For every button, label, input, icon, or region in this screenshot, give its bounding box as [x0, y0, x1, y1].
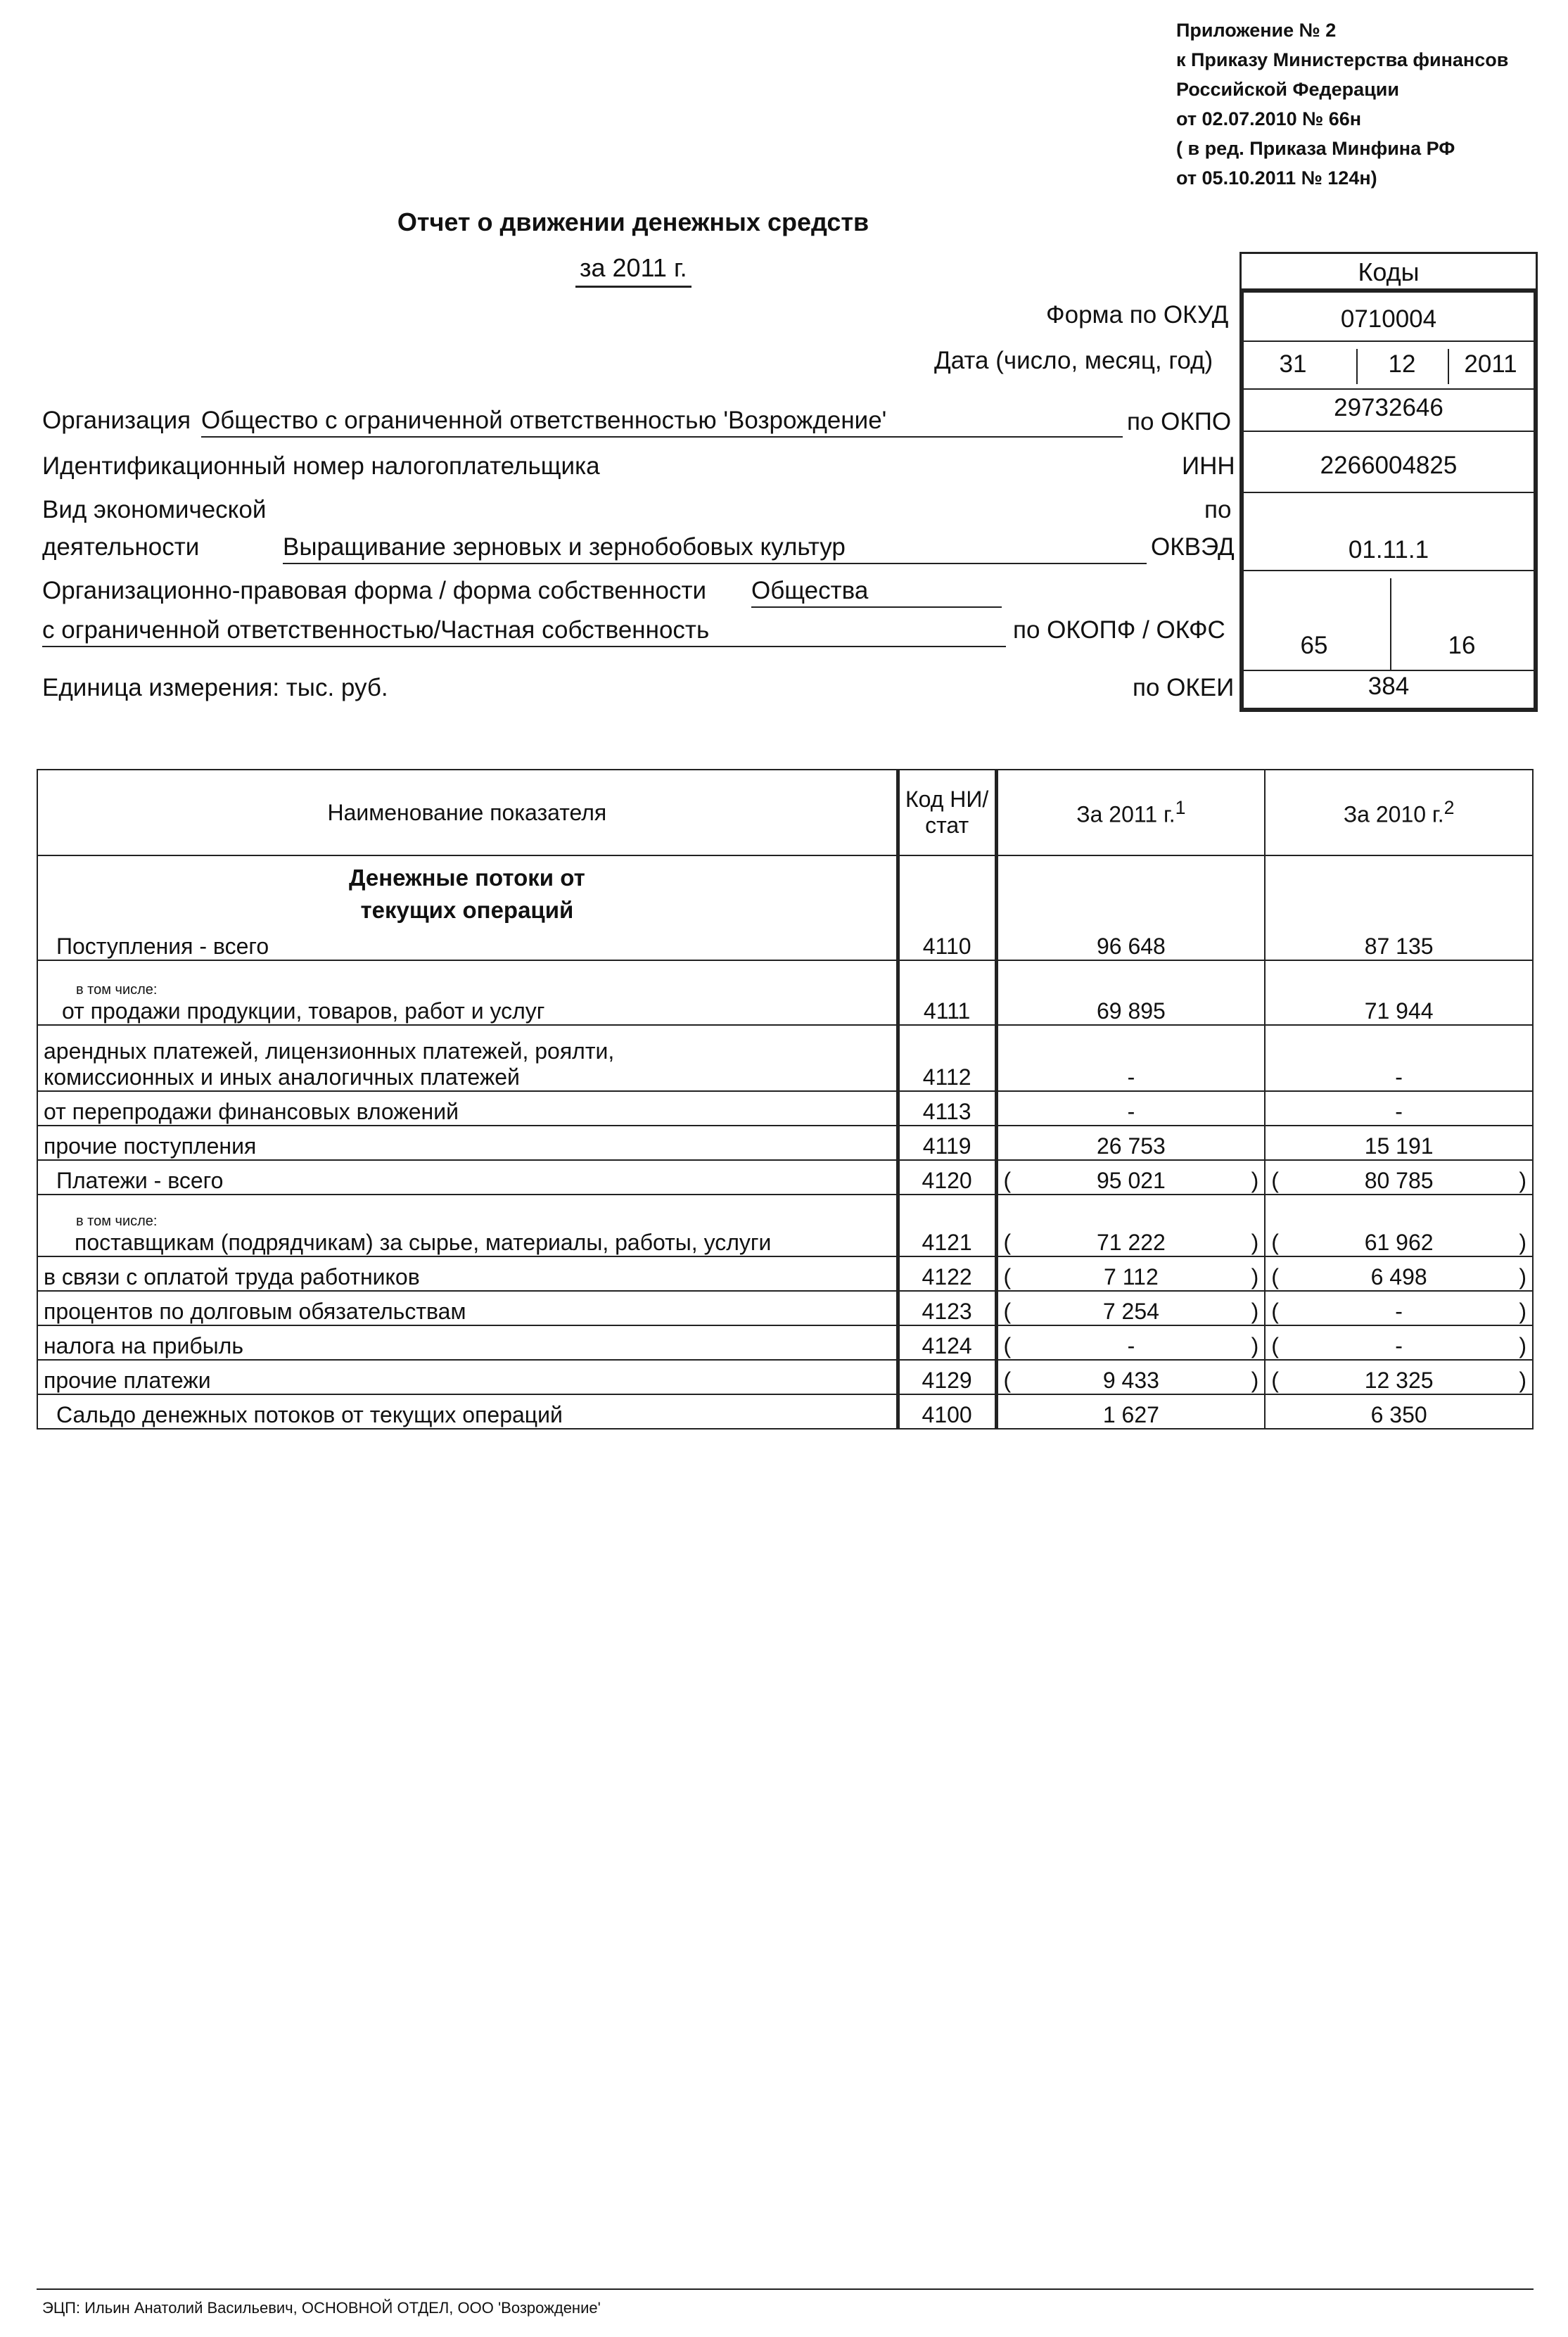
value-text: 7 254 — [1102, 1299, 1159, 1324]
row-name: процентов по долговым обязательствам — [37, 1291, 898, 1325]
row-code: 4111 — [898, 960, 996, 1025]
row-value-2010 — [1265, 1291, 1533, 1325]
paren-close: ) — [1519, 1333, 1526, 1358]
row-name — [37, 1195, 898, 1256]
row-name: Сальдо денежных потоков от текущих операций — [37, 1394, 898, 1429]
row-value-2011 — [996, 1160, 1265, 1195]
table-row — [37, 1160, 1533, 1195]
appendix-line: к Приказу Министерства финансов — [1176, 49, 1509, 70]
paren-close: ) — [1251, 1168, 1259, 1193]
paren-open: ( — [1271, 1333, 1279, 1358]
row-code: 4122 — [898, 1256, 996, 1291]
report-title: Отчет о движении денежных средств — [397, 208, 869, 236]
paren-open: ( — [1271, 1299, 1279, 1324]
section-heading-line: текущих операций — [360, 897, 574, 923]
row-code: 4112 — [898, 1025, 996, 1091]
value-text: - — [1127, 1333, 1135, 1358]
value-text: 71 222 — [1096, 1230, 1166, 1255]
paren-open: ( — [1271, 1168, 1279, 1193]
paren-open: ( — [1003, 1368, 1012, 1393]
table-row — [37, 1394, 1533, 1429]
value-text: - — [1395, 1333, 1403, 1358]
paren-close: ) — [1519, 1264, 1526, 1290]
section-heading-line: Денежные потоки от — [348, 865, 585, 891]
row-value-2011 — [996, 1360, 1265, 1394]
row-code: 4123 — [898, 1291, 996, 1325]
appendix-line: от 02.07.2010 № 66н — [1176, 108, 1362, 129]
row-name: от перепродажи финансовых вложений — [37, 1091, 898, 1126]
row-value-2011 — [996, 1325, 1265, 1360]
value-text: 12 325 — [1364, 1368, 1434, 1393]
value-text: 9 433 — [1102, 1368, 1159, 1393]
row-code: 4100 — [898, 1394, 996, 1429]
appendix-line: Приложение № 2 — [1176, 20, 1337, 41]
section-heading — [37, 855, 898, 926]
row-name-line: комиссионных и иных аналогичных платежей — [44, 1064, 520, 1090]
paren-open: ( — [1003, 1230, 1012, 1255]
org-name: Общество с ограниченной ответственностью 'Возрождение' — [201, 407, 1123, 438]
col-header-2010-text: За 2010 г. — [1343, 801, 1444, 827]
row-value-2011 — [996, 1256, 1265, 1291]
including-note: в том числе: — [76, 1214, 158, 1229]
date-year: 2011 — [1464, 350, 1517, 378]
appendix-note — [1176, 15, 1508, 193]
okopf-label: по ОКОПФ / ОКФС — [1013, 616, 1225, 644]
okved-label: ОКВЭД — [1151, 533, 1235, 561]
appendix-line: ( в ред. Приказа Минфина РФ — [1176, 138, 1455, 159]
row-code: 4124 — [898, 1325, 996, 1360]
okud-label: Форма по ОКУД — [1046, 301, 1229, 329]
value-text: 61 962 — [1364, 1230, 1434, 1255]
row-value-2010 — [1265, 1195, 1533, 1256]
digital-signature: ЭЦП: Ильин Анатолий Васильевич, ОСНОВНОЙ ОТДЕЛ, ООО 'Возрождение' — [42, 2299, 601, 2317]
row-name: налога на прибыль — [37, 1325, 898, 1360]
unit-label: Единица измерения: тыс. руб. — [42, 674, 388, 701]
row-value-2011: 26 753 — [996, 1126, 1265, 1160]
row-name — [37, 1025, 898, 1091]
col-header-name: Наименование показателя — [37, 770, 898, 855]
inn-label: ИНН — [1182, 452, 1235, 480]
row-value-2010 — [1265, 1160, 1533, 1195]
paren-close: ) — [1519, 1299, 1526, 1324]
paren-close: ) — [1251, 1299, 1259, 1324]
row-code: 4129 — [898, 1360, 996, 1394]
appendix-line: от 05.10.2011 № 124н) — [1176, 167, 1377, 189]
row-value-2011: 69 895 — [996, 960, 1265, 1025]
activity-name: Выращивание зерновых и зернобобовых культур — [283, 533, 1147, 564]
row-code: 4119 — [898, 1126, 996, 1160]
codes-header: Коды — [1239, 252, 1538, 291]
paren-close: ) — [1251, 1230, 1259, 1255]
row-name: в связи с оплатой труда работников — [37, 1256, 898, 1291]
date-day: 31 — [1279, 350, 1307, 378]
paren-close: ) — [1519, 1230, 1526, 1255]
row-value-2011: - — [996, 1091, 1265, 1126]
table-row — [37, 1360, 1533, 1394]
table-row — [37, 1195, 1533, 1256]
row-code: 4113 — [898, 1091, 996, 1126]
table-header-row — [37, 770, 1533, 855]
row-name-line: арендных платежей, лицензионных платежей, роялти, — [44, 1038, 615, 1064]
row-value-2011: 96 648 — [996, 926, 1265, 960]
okei-code: 384 — [1368, 673, 1410, 700]
col-header-code-text: Код НИ/ стат — [905, 787, 989, 838]
value-text: 95 021 — [1096, 1168, 1166, 1193]
row-value-2011: 1 627 — [996, 1394, 1265, 1429]
row-value-2011 — [996, 1291, 1265, 1325]
okved-code: 01.11.1 — [1348, 536, 1429, 563]
po-label: по — [1204, 496, 1232, 523]
paren-close: ) — [1251, 1333, 1259, 1358]
col-header-2011-text: За 2011 г. — [1076, 801, 1175, 827]
okpo-code: 29732646 — [1334, 394, 1443, 421]
legal-form-a: Общества — [751, 577, 1002, 608]
col-header-2011 — [996, 770, 1265, 855]
including-note: в том числе: — [76, 982, 158, 998]
paren-open: ( — [1003, 1264, 1012, 1290]
col-header-code — [898, 770, 996, 855]
paren-close: ) — [1519, 1168, 1526, 1193]
paren-open: ( — [1003, 1168, 1012, 1193]
paren-close: ) — [1251, 1368, 1259, 1393]
legal-form-label: Организационно-правовая форма / форма собственности — [42, 577, 707, 604]
table-row — [37, 1291, 1533, 1325]
row-value-2011 — [996, 1195, 1265, 1256]
row-name: Поступления - всего — [37, 926, 898, 960]
okud-code: 0710004 — [1340, 305, 1437, 333]
row-code: 4120 — [898, 1160, 996, 1195]
table-row — [37, 1025, 1533, 1091]
row-value-2010 — [1265, 1360, 1533, 1394]
inn-long-label: Идентификационный номер налогоплательщика — [42, 452, 600, 480]
row-value-2010: 87 135 — [1265, 926, 1533, 960]
value-text: 7 112 — [1104, 1264, 1159, 1290]
paren-open: ( — [1271, 1230, 1279, 1255]
row-name: прочие поступления — [37, 1126, 898, 1160]
table-row — [37, 1091, 1533, 1126]
paren-open: ( — [1003, 1333, 1012, 1358]
org-label: Организация — [42, 407, 191, 434]
row-value-2010: 6 350 — [1265, 1394, 1533, 1429]
row-value-2010 — [1265, 1256, 1533, 1291]
codes-box — [1239, 288, 1538, 712]
row-name-text: от продажи продукции, товаров, работ и услуг — [62, 998, 545, 1024]
inn-code: 2266004825 — [1320, 452, 1458, 479]
report-period: за 2011 г. — [575, 253, 691, 288]
footnote-mark: 1 — [1175, 797, 1186, 819]
row-value-2010: 15 191 — [1265, 1126, 1533, 1160]
row-name: прочие платежи — [37, 1360, 898, 1394]
row-name-text: поставщикам (подрядчикам) за сырье, материалы, работы, услуги — [75, 1230, 772, 1255]
value-text: - — [1395, 1299, 1403, 1324]
row-value-2010: - — [1265, 1025, 1533, 1091]
row-code: 4121 — [898, 1195, 996, 1256]
footnote-mark: 2 — [1443, 797, 1455, 819]
date-month: 12 — [1388, 350, 1416, 378]
activity-label-1: Вид экономической — [42, 496, 267, 523]
row-value-2010: 71 944 — [1265, 960, 1533, 1025]
okopf-code: 65 — [1300, 632, 1328, 659]
table-row — [37, 926, 1533, 960]
table-row — [37, 1256, 1533, 1291]
row-name: Платежи - всего — [37, 1160, 898, 1195]
footer-divider — [37, 2288, 1534, 2290]
table-row — [37, 1325, 1533, 1360]
paren-open: ( — [1271, 1264, 1279, 1290]
table-row — [37, 960, 1533, 1025]
paren-open: ( — [1271, 1368, 1279, 1393]
legal-form-b: с ограниченной ответственностью/Частная собственность — [42, 616, 1006, 647]
paren-close: ) — [1519, 1368, 1526, 1393]
row-code: 4110 — [898, 926, 996, 960]
paren-close: ) — [1251, 1264, 1259, 1290]
date-label: Дата (число, месяц, год) — [934, 347, 1213, 374]
value-text: 6 498 — [1370, 1264, 1427, 1290]
okei-label: по ОКЕИ — [1133, 674, 1235, 701]
row-value-2010 — [1265, 1325, 1533, 1360]
table-row — [37, 855, 1533, 926]
appendix-line: Российской Федерации — [1176, 79, 1399, 100]
row-value-2011: - — [996, 1025, 1265, 1091]
table-row — [37, 1126, 1533, 1160]
activity-label-2: деятельности — [42, 533, 200, 561]
cash-flow-table — [37, 769, 1534, 1429]
col-header-2010 — [1265, 770, 1533, 855]
row-name — [37, 960, 898, 1025]
value-text: 80 785 — [1364, 1168, 1434, 1193]
okpo-label: по ОКПО — [1127, 408, 1232, 435]
row-value-2010: - — [1265, 1091, 1533, 1126]
okfs-code: 16 — [1448, 632, 1476, 659]
paren-open: ( — [1003, 1299, 1012, 1324]
